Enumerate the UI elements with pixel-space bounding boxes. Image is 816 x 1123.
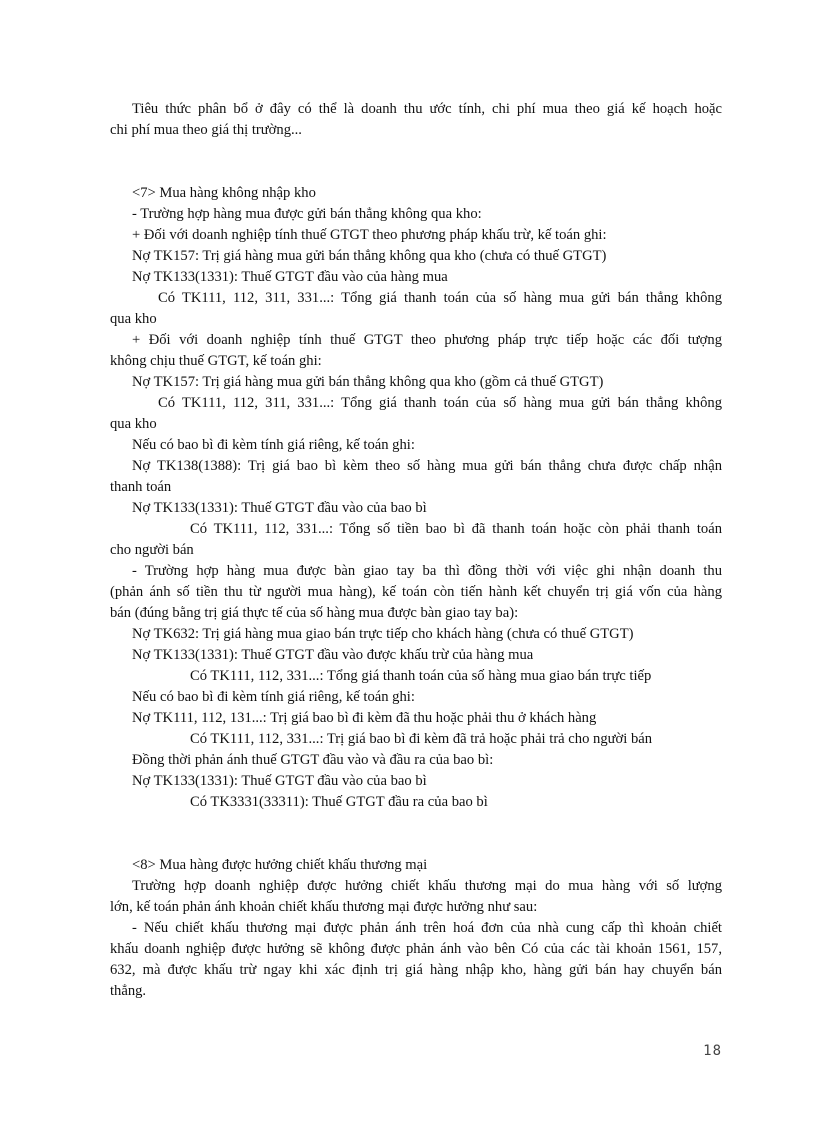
text-line: Nếu có bao bì đi kèm tính giá riêng, kế toán ghi:	[132, 689, 415, 705]
text-line: Nợ TK157: Trị giá hàng mua gửi bán thẳng không qua kho (gồm cả thuế GTGT)	[132, 374, 604, 390]
text-line: thanh toán	[110, 479, 172, 495]
text-line: Có TK111, 112, 311, 331...: Tổng giá thanh toán của số hàng mua gửi bán thẳng không	[158, 290, 722, 306]
text-line: Nợ TK133(1331): Thuế GTGT đầu vào được khấu trừ của hàng mua	[132, 647, 534, 663]
text-line: lớn, kế toán phản ánh khoản chiết khấu thương mại được hưởng như sau:	[110, 899, 538, 915]
paragraph-gap	[110, 141, 722, 162]
page-number: 18	[703, 1043, 722, 1059]
text-line: + Đối với doanh nghiệp tính thuế GTGT theo phương pháp trực tiếp hoặc các đối tượng	[132, 332, 722, 348]
text-line: Trường hợp doanh nghiệp được hưởng chiết khấu thương mại do mua hàng với số lượng	[132, 878, 722, 894]
paragraph-gap	[110, 162, 722, 183]
text-line: + Đối với doanh nghiệp tính thuế GTGT theo phương pháp khấu trừ, kế toán ghi:	[132, 227, 607, 243]
text-line: khấu doanh nghiệp được hưởng sẽ không được phản ánh vào bên Có của các tài khoản 1561, 157,	[110, 941, 722, 957]
text-line: Nợ TK133(1331): Thuế GTGT đầu vào của bao bì	[132, 500, 427, 516]
document-body	[110, 99, 722, 1002]
text-line: cho người bán	[110, 542, 194, 558]
text-line: qua kho	[110, 311, 157, 327]
text-line: Có TK111, 112, 331...: Trị giá bao bì đi kèm đã trả hoặc phải trả cho người bán	[190, 731, 653, 747]
text-line: Nợ TK133(1331): Thuế GTGT đầu vào của hàng mua	[132, 269, 448, 285]
text-line: không chịu thuế GTGT, kế toán ghi:	[110, 353, 322, 369]
text-line: Nợ TK133(1331): Thuế GTGT đầu vào của bao bì	[132, 773, 427, 789]
text-line: Có TK111, 112, 331...: Tổng số tiền bao bì đã thanh toán hoặc còn phải thanh toán	[190, 521, 722, 537]
text-line: Có TK111, 112, 331...: Tổng giá thanh toán của số hàng mua giao bán trực tiếp	[190, 668, 652, 684]
section-heading: <8> Mua hàng được hưởng chiết khấu thương mại	[132, 857, 428, 873]
section-heading: <7> Mua hàng không nhập kho	[132, 185, 316, 201]
text-line: Đồng thời phản ánh thuế GTGT đầu vào và đầu ra của bao bì:	[132, 752, 494, 768]
text-line: Nếu có bao bì đi kèm tính giá riêng, kế toán ghi:	[132, 437, 415, 453]
text-line: - Trường hợp hàng mua được gửi bán thẳng không qua kho:	[132, 206, 482, 222]
text-line: Nợ TK632: Trị giá hàng mua giao bán trực tiếp cho khách hàng (chưa có thuế GTGT)	[132, 626, 634, 642]
text-line: qua kho	[110, 416, 157, 432]
text-line: Nợ TK111, 112, 131...: Trị giá bao bì đi kèm đã thu hoặc phải thu ở khách hàng	[132, 710, 597, 726]
text-line: 632, mà được khấu trừ ngay khi xác định trị giá hàng nhập kho, hàng gửi bán hay chuyển bán	[110, 962, 722, 978]
text-line: Nợ TK138(1388): Trị giá bao bì kèm theo số hàng mua gửi bán thẳng chưa được chấp nhận	[132, 458, 722, 474]
text-line: - Trường hợp hàng mua được bàn giao tay ba thì đồng thời với việc ghi nhận doanh thu	[132, 563, 722, 579]
text-line: chi phí mua theo giá thị trường...	[110, 122, 302, 138]
text-line: Có TK111, 112, 311, 331...: Tổng giá thanh toán của số hàng mua gửi bán thẳng không	[158, 395, 722, 411]
text-line: Nợ TK157: Trị giá hàng mua gửi bán thẳng không qua kho (chưa có thuế GTGT)	[132, 248, 607, 264]
text-line: thẳng.	[110, 983, 147, 999]
text-line: bán (đúng bằng trị giá thực tế của số hàng mua được bàn giao tay ba):	[110, 605, 519, 621]
text-line: (phản ánh số tiền thu từ người mua hàng), kế toán còn tiến hành kết chuyển trị giá vốn của hàng	[110, 584, 722, 600]
text-line: - Nếu chiết khấu thương mại được phản ánh trên hoá đơn của nhà cung cấp thì khoản chiết	[132, 920, 722, 936]
text-line: Tiêu thức phân bổ ở đây có thể là doanh thu ước tính, chi phí mua theo giá kế hoạch hoặc	[132, 101, 722, 117]
paragraph-gap	[110, 813, 722, 834]
paragraph-gap	[110, 834, 722, 855]
text-line: Có TK3331(33311): Thuế GTGT đầu ra của bao bì	[190, 794, 488, 810]
